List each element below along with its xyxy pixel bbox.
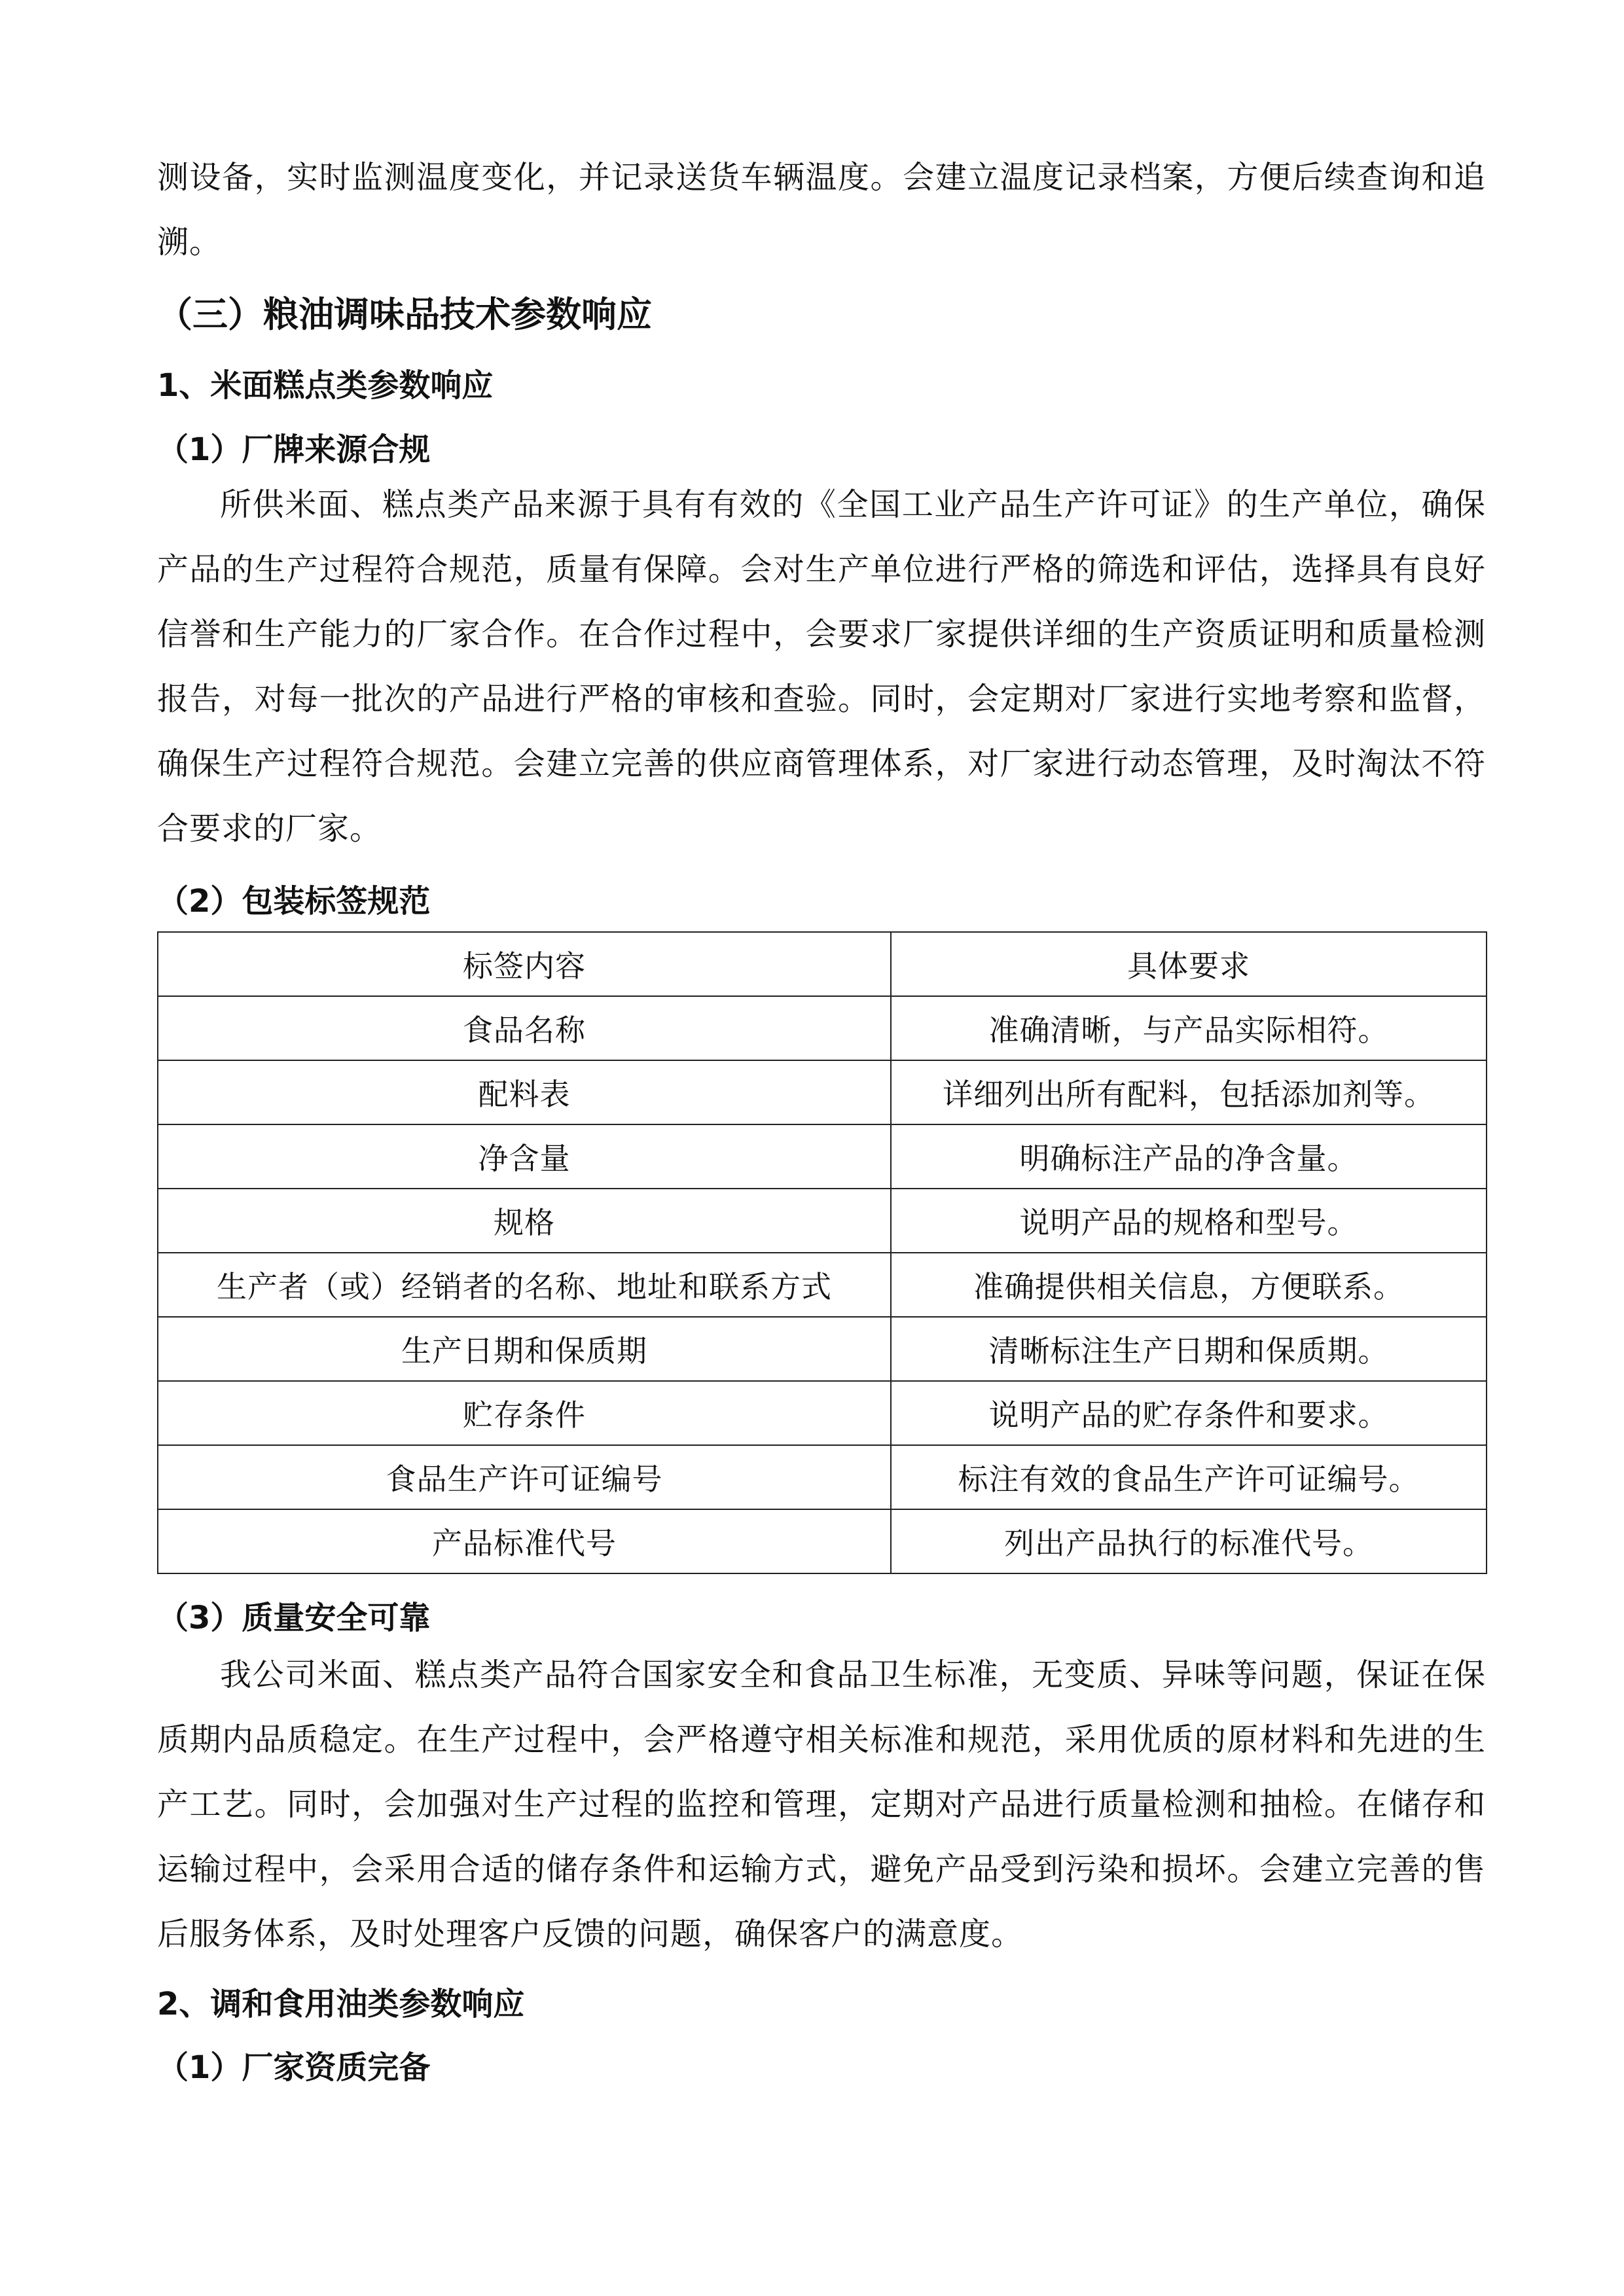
part1-item3-heading: （3）质量安全可靠 bbox=[157, 1600, 431, 1636]
table-row bbox=[158, 1381, 1487, 1445]
table-cell: 食品生产许可证编号 bbox=[158, 1445, 891, 1509]
label-spec-table bbox=[157, 931, 1487, 1574]
table-cell: 规格 bbox=[158, 1189, 891, 1253]
table-cell: 生产者（或）经销者的名称、地址和联系方式 bbox=[158, 1253, 891, 1317]
table-cell: 说明产品的贮存条件和要求。 bbox=[891, 1381, 1487, 1445]
part2-item1-heading: （1）厂家资质完备 bbox=[157, 2049, 431, 2086]
table-cell: 食品名称 bbox=[158, 996, 891, 1060]
table-cell: 生产日期和保质期 bbox=[158, 1317, 891, 1381]
table-cell: 准确提供相关信息，方便联系。 bbox=[891, 1253, 1487, 1317]
table-cell: 净含量 bbox=[158, 1124, 891, 1189]
part1-item1-paragraph: 所供米面、糕点类产品来源于具有有效的《全国工业产品生产许可证》的生产单位，确保产品的生产过程符合规范，质量有保障。会对生产单位进行严格的筛选和评估，选择具有良好信誉和生产能力的厂家合作。在合作过程中，会要求厂家提供详细的生产资质证明和质量检测报告，对每一批次的产品进行严格的审核和查验。同时，会定期对厂家进行实地考察和监督，确保生产过程符合规范。会建立完善的供应商管理体系，对厂家进行动态管理，及时淘汰不符合要求的厂家。 bbox=[157, 486, 1486, 847]
table-row bbox=[158, 1445, 1487, 1509]
table-cell: 产品标准代号 bbox=[158, 1509, 891, 1573]
part1-item1-heading: （1）厂牌来源合规 bbox=[157, 431, 431, 468]
section-heading: （三）粮油调味品技术参数响应 bbox=[157, 294, 652, 335]
table-row bbox=[158, 1060, 1487, 1124]
table-header-row bbox=[158, 932, 1487, 996]
table-row bbox=[158, 1124, 1487, 1189]
table-row bbox=[158, 1253, 1487, 1317]
table-header-cell: 具体要求 bbox=[891, 932, 1487, 996]
table-cell: 详细列出所有配料，包括添加剂等。 bbox=[891, 1060, 1487, 1124]
table-cell: 列出产品执行的标准代号。 bbox=[891, 1509, 1487, 1573]
part1-item2-heading: （2）包装标签规范 bbox=[157, 883, 431, 920]
part1-heading: 1、米面糕点类参数响应 bbox=[157, 367, 494, 404]
intro-paragraph: 测设备，实时监测温度变化，并记录送货车辆温度。会建立温度记录档案，方便后续查询和追溯。 bbox=[157, 159, 1486, 260]
table-row bbox=[158, 1509, 1487, 1573]
table-cell: 明确标注产品的净含量。 bbox=[891, 1124, 1487, 1189]
table-row bbox=[158, 996, 1487, 1060]
table-cell: 说明产品的规格和型号。 bbox=[891, 1189, 1487, 1253]
table-row bbox=[158, 1317, 1487, 1381]
table-cell: 配料表 bbox=[158, 1060, 891, 1124]
table-cell: 贮存条件 bbox=[158, 1381, 891, 1445]
table-cell: 标注有效的食品生产许可证编号。 bbox=[891, 1445, 1487, 1509]
table-header-cell: 标签内容 bbox=[158, 932, 891, 996]
table-row bbox=[158, 1189, 1487, 1253]
table-cell: 准确清晰，与产品实际相符。 bbox=[891, 996, 1487, 1060]
part2-heading: 2、调和食用油类参数响应 bbox=[157, 1986, 525, 2022]
table-cell: 清晰标注生产日期和保质期。 bbox=[891, 1317, 1487, 1381]
part1-item3-paragraph: 我公司米面、糕点类产品符合国家安全和食品卫生标准，无变质、异味等问题，保证在保质期内品质稳定。在生产过程中，会严格遵守相关标准和规范，采用优质的原材料和先进的生产工艺。同时，会加强对生产过程的监控和管理，定期对产品进行质量检测和抽检。在储存和运输过程中，会采用合适的储存条件和运输方式，避免产品受到污染和损坏。会建立完善的售后服务体系，及时处理客户反馈的问题，确保客户的满意度。 bbox=[157, 1657, 1486, 1952]
